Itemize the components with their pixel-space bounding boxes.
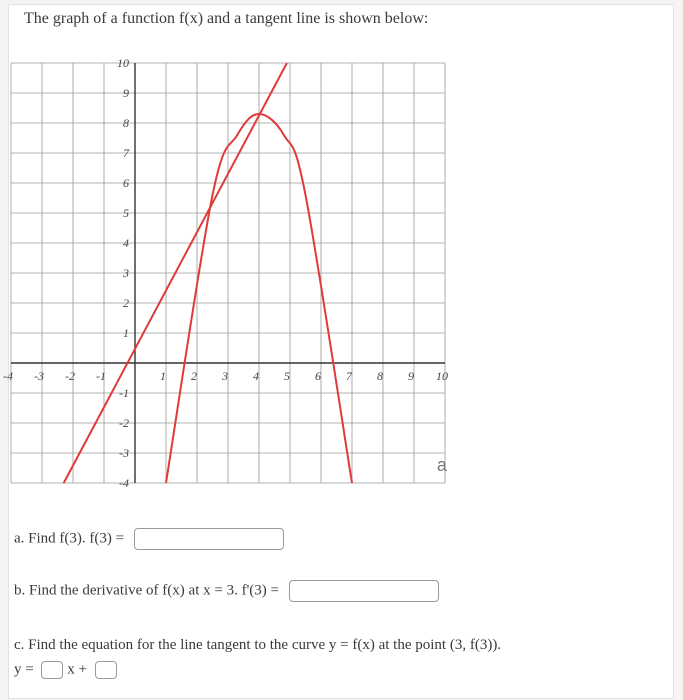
x-tick-label: 8 bbox=[377, 369, 383, 383]
tangent-equation-row bbox=[14, 661, 117, 679]
tangent-y-label: y = bbox=[14, 661, 34, 678]
question-b-text: b. Find the derivative of f(x) at x = 3. f'(3) = bbox=[14, 582, 279, 599]
question-title: The graph of a function f(x) and a tangent line is shown below: bbox=[24, 10, 429, 27]
x-tick-label: -4 bbox=[3, 369, 13, 383]
y-tick-label: 3 bbox=[123, 266, 129, 280]
x-tick-label: -1 bbox=[96, 369, 106, 383]
x-tick-label: 2 bbox=[191, 369, 197, 383]
f3-answer-input[interactable] bbox=[134, 528, 284, 550]
x-tick-label: 5 bbox=[284, 369, 290, 383]
slope-answer-input[interactable] bbox=[41, 661, 63, 679]
x-tick-label: 6 bbox=[315, 369, 321, 383]
y-tick-label: 1 bbox=[123, 326, 129, 340]
question-a bbox=[14, 528, 284, 550]
y-tick-label: 5 bbox=[123, 206, 129, 220]
x-tick-label: 1 bbox=[160, 369, 166, 383]
x-tick-label: 3 bbox=[222, 369, 228, 383]
y-tick-label: -4 bbox=[119, 476, 129, 490]
y-tick-label: -3 bbox=[119, 446, 129, 460]
y-tick-label: 6 bbox=[123, 176, 129, 190]
y-tick-label: 7 bbox=[123, 146, 129, 160]
y-tick-label: 4 bbox=[123, 236, 129, 250]
question-c: c. Find the equation for the line tangent to the curve y = f(x) at the point (3, f(3)). bbox=[14, 637, 502, 653]
x-tick-label: 9 bbox=[408, 369, 414, 383]
question-b bbox=[14, 580, 439, 602]
x-tick-label: 4 bbox=[253, 369, 259, 383]
x-tick-label: 7 bbox=[346, 369, 352, 383]
x-tick-label: -3 bbox=[34, 369, 44, 383]
y-tick-label: -1 bbox=[119, 386, 129, 400]
y-tick-label: -2 bbox=[119, 416, 129, 430]
derivative-answer-input[interactable] bbox=[289, 580, 439, 602]
y-tick-label: 9 bbox=[123, 86, 129, 100]
tangent-x-label: x + bbox=[67, 661, 87, 678]
magnifier-icon: a bbox=[436, 455, 447, 475]
y-tick-label: 8 bbox=[123, 116, 129, 130]
y-tick-label: 10 bbox=[117, 56, 129, 70]
x-tick-label: -2 bbox=[65, 369, 75, 383]
y-tick-label: 2 bbox=[123, 296, 129, 310]
question-a-text: a. Find f(3). f(3) = bbox=[14, 530, 125, 547]
x-tick-label: 10 bbox=[436, 369, 448, 383]
intercept-answer-input[interactable] bbox=[95, 661, 117, 679]
